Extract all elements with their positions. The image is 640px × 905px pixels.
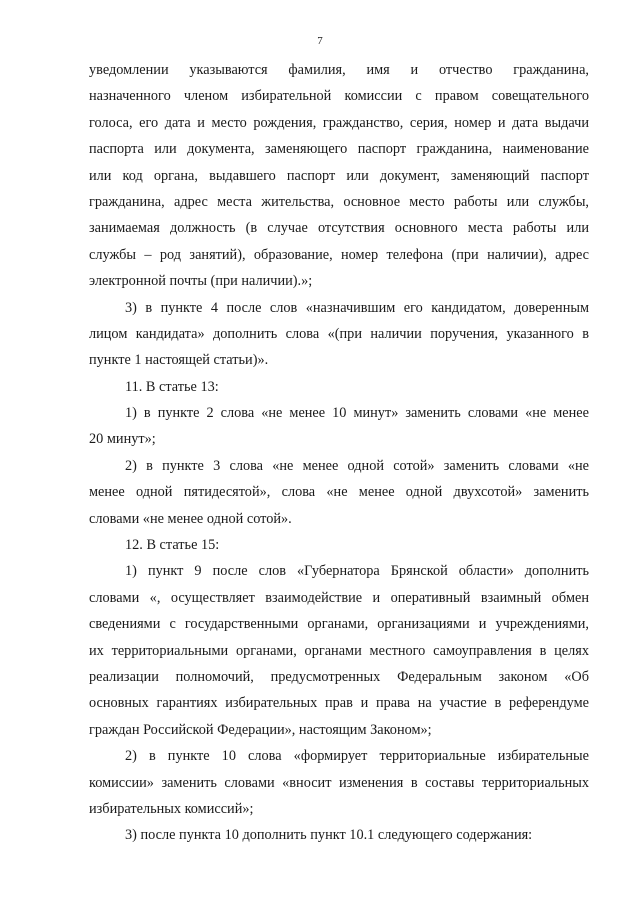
- text-line: избирательных комиссий»;: [89, 800, 254, 817]
- text-line: уведомлении указываются фамилия, имя и отчество гражданина,: [89, 62, 589, 78]
- page-number: 7: [317, 35, 323, 47]
- text-line: 20 минут»;: [89, 431, 156, 448]
- text-line: паспорта или документа, заменяющего паспорт гражданина, наименование: [89, 141, 589, 158]
- text-line: 12. В статье 15:: [125, 537, 220, 554]
- text-line: граждан Российской Федерации», настоящим Законом»;: [89, 721, 432, 738]
- text-line: гражданина, адрес места жительства, основное место работы или службы,: [89, 193, 589, 210]
- text-line: службы – род занятий), образование, номер телефона (при наличии), адрес: [89, 246, 589, 263]
- text-line: электронной почты (при наличии).»;: [89, 273, 313, 290]
- text-line: реализации полномочий, предусмотренных Федеральным законом «Об: [89, 668, 589, 685]
- text-line: 3) после пункта 10 дополнить пункт 10.1 следующего содержания:: [125, 827, 533, 844]
- text-line: пункте 1 настоящей статьи)».: [89, 352, 269, 369]
- text-line: 2) в пункте 3 слова «не менее одной сотой» заменить словами «не: [125, 457, 589, 474]
- text-line: голоса, его дата и место рождения, гражданство, серия, номер и дата выдачи: [89, 114, 589, 131]
- text-line: сведениями с государственными органами, организациями и учреждениями,: [89, 616, 589, 633]
- text-line: их территориальными органами, органами местного самоуправления в целях: [89, 642, 589, 659]
- text-line: 2) в пункте 10 слова «формирует территориальные избирательные: [125, 748, 589, 765]
- text-line: комиссии» заменить словами «вносит изменения в составы территориальных: [89, 774, 589, 791]
- text-line: 1) пункт 9 после слов «Губернатора Брянской области» дополнить: [125, 563, 589, 580]
- text-line: основных гарантиях избирательных прав и права на участие в референдуме: [89, 695, 589, 712]
- text-line: словами «не менее одной сотой».: [89, 510, 292, 527]
- text-line: 1) в пункте 2 слова «не менее 10 минут» заменить словами «не менее: [125, 405, 589, 422]
- text-line: 3) в пункте 4 после слов «назначившим его кандидатом, доверенным: [125, 299, 589, 316]
- text-line: 11. В статье 13:: [125, 378, 219, 395]
- text-line: занимаемая должность (в случае отсутствия основного места работы или: [89, 220, 589, 237]
- text-line: или код органа, выдавшего паспорт или документ, заменяющий паспорт: [89, 167, 589, 184]
- document-body: [89, 57, 589, 849]
- text-line: словами «, осуществляет взаимодействие и оперативный взаимный обмен: [89, 589, 589, 606]
- text-line: менее одной пятидесятой», слова «не менее одной двухсотой» заменить: [89, 484, 589, 501]
- text-line: лицом кандидата» дополнить слова «(при наличии поручения, указанного в: [89, 325, 589, 342]
- text-line: назначенного членом избирательной комиссии с правом совещательного: [89, 88, 589, 105]
